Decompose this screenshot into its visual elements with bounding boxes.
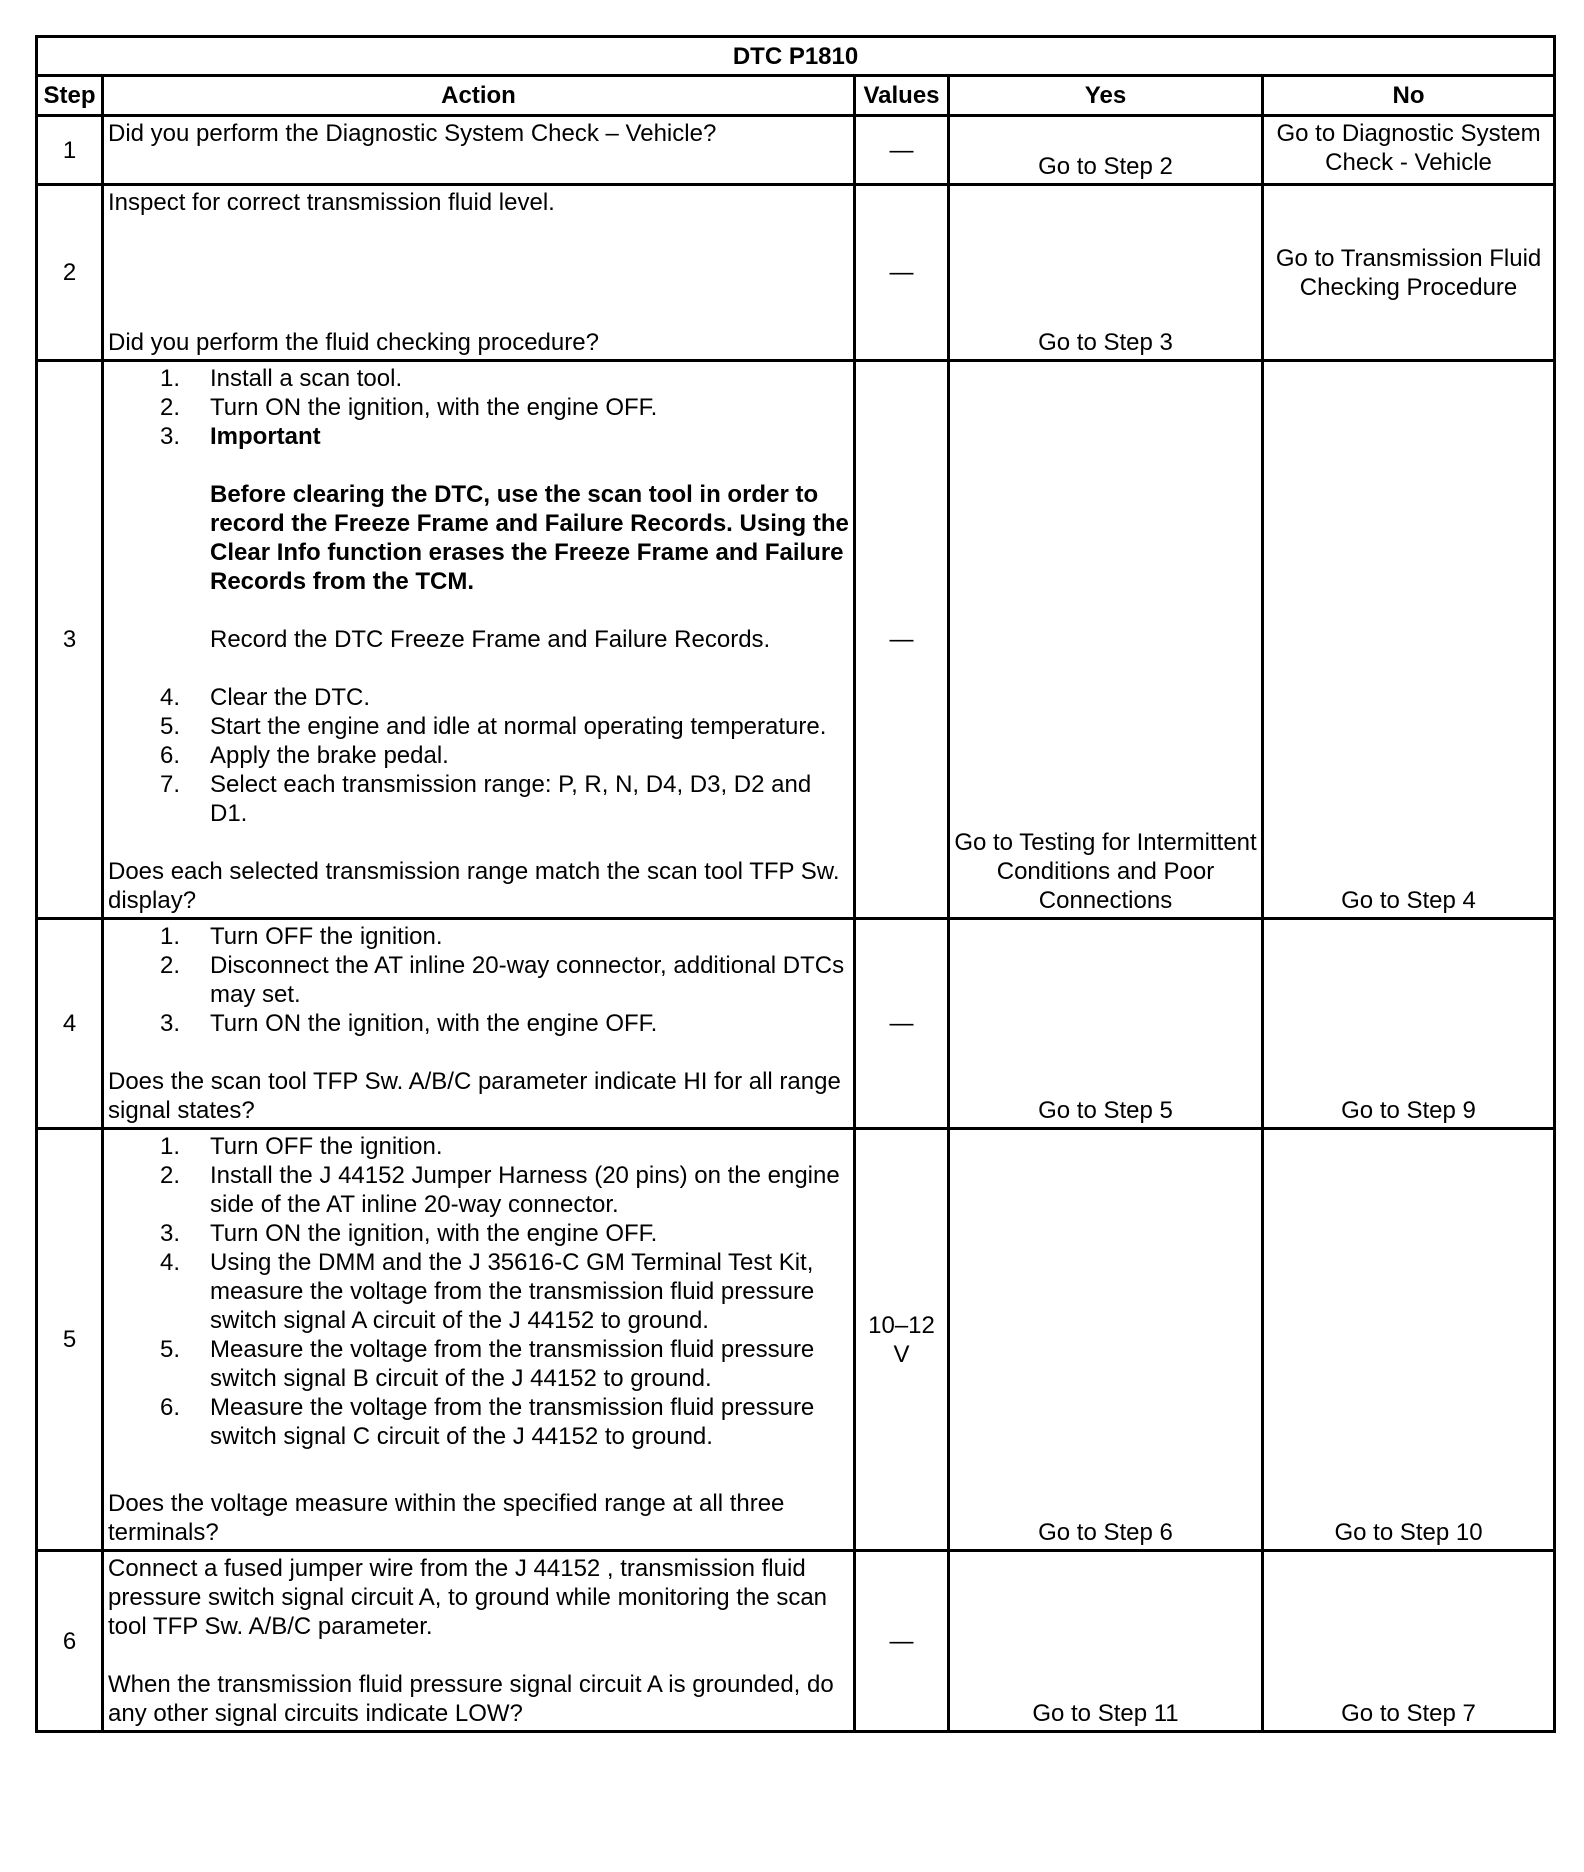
yes-cell: Go to Step 6 xyxy=(949,1129,1263,1551)
values-cell: — xyxy=(855,185,949,361)
spacer xyxy=(108,654,849,683)
item-text: Install the J 44152 Jumper Harness (20 pins) on the engine side of the AT inline 20-way connector. xyxy=(210,1162,840,1218)
important-note: Before clearing the DTC, use the scan tool in order to record the Freeze Frame and Failure Records. Using the Clear Info function erases the Freeze Frame and Failure Records from the TCM. xyxy=(210,481,849,595)
item-number: 1. xyxy=(159,1133,180,1160)
yes-cell: Go to Step 3 xyxy=(949,185,1263,361)
step-number: 3 xyxy=(37,361,103,919)
spacer xyxy=(108,1451,849,1489)
action-cell xyxy=(103,919,855,1129)
item-number: 6. xyxy=(159,1394,180,1421)
no-cell: Go to Step 7 xyxy=(1263,1551,1555,1732)
item-text: Important xyxy=(210,423,321,450)
yes-cell: Go to Step 5 xyxy=(949,919,1263,1129)
step-number: 2 xyxy=(37,185,103,361)
header-row xyxy=(37,76,1555,116)
yes-cell: Go to Step 11 xyxy=(949,1551,1263,1732)
table-row xyxy=(37,1551,1555,1732)
no-cell: Go to Step 10 xyxy=(1263,1129,1555,1551)
action-cell xyxy=(103,185,855,361)
list-item xyxy=(108,770,849,828)
item-text: Select each transmission range: P, R, N, D4, D3, D2 and D1. xyxy=(210,771,812,827)
item-number: 3. xyxy=(159,423,180,450)
spacer xyxy=(108,1641,849,1670)
list-item xyxy=(108,393,849,422)
header-yes: Yes xyxy=(949,76,1263,116)
title-row xyxy=(37,37,1555,76)
spacer xyxy=(108,828,849,857)
table-row xyxy=(37,919,1555,1129)
action-text: Did you perform the Diagnostic System Check – Vehicle? xyxy=(108,120,717,147)
list-item xyxy=(108,712,849,741)
list-item xyxy=(108,1009,849,1038)
item-text: Turn ON the ignition, with the engine OFF. xyxy=(210,394,658,421)
list-item xyxy=(108,1219,849,1248)
no-cell: Go to Diagnostic System Check - Vehicle xyxy=(1263,116,1555,185)
list-item xyxy=(108,422,849,451)
no-cell: Go to Transmission Fluid Checking Procedure xyxy=(1263,185,1555,361)
step-number: 6 xyxy=(37,1551,103,1732)
action-question: Does the scan tool TFP Sw. A/B/C parameter indicate HI for all range signal states? xyxy=(108,1068,841,1124)
list-item xyxy=(108,1248,849,1335)
header-step: Step xyxy=(37,76,103,116)
item-text: Measure the voltage from the transmission fluid pressure switch signal C circuit of the J 44152 to ground. xyxy=(210,1394,815,1450)
item-text: Start the engine and idle at normal operating temperature. xyxy=(210,713,827,740)
dtc-table xyxy=(35,35,1556,1733)
list-item xyxy=(108,922,849,951)
list-item xyxy=(108,1335,849,1393)
item-number: 5. xyxy=(159,1336,180,1363)
item-text: Apply the brake pedal. xyxy=(210,742,449,769)
list-item xyxy=(108,1161,849,1219)
action-text: Connect a fused jumper wire from the J 44152 , transmission fluid pressure switch signal circuit A, to ground while monitoring the scan tool TFP Sw. A/B/C parameter. xyxy=(108,1555,828,1640)
yes-cell: Go to Step 2 xyxy=(949,116,1263,185)
item-text: Using the DMM and the J 35616-C GM Terminal Test Kit, measure the voltage from the transmission fluid pressure switch signal A circuit of the J 44152 to ground. xyxy=(210,1249,815,1334)
header-values: Values xyxy=(855,76,949,116)
action-cell xyxy=(103,361,855,919)
item-number: 5. xyxy=(159,713,180,740)
action-cell xyxy=(103,116,855,185)
action-question: Did you perform the fluid checking procedure? xyxy=(108,329,599,356)
item-number: 2. xyxy=(159,952,180,979)
item-text: Disconnect the AT inline 20-way connector, additional DTCs may set. xyxy=(210,952,845,1008)
item-number: 2. xyxy=(159,1162,180,1189)
item-text: Turn OFF the ignition. xyxy=(210,923,443,950)
action-cell xyxy=(103,1551,855,1732)
list-item xyxy=(108,364,849,393)
item-number: 1. xyxy=(159,365,180,392)
action-steps xyxy=(108,1132,849,1451)
table-row xyxy=(37,116,1555,185)
item-text: Turn ON the ignition, with the engine OFF. xyxy=(210,1010,658,1037)
header-no: No xyxy=(1263,76,1555,116)
table-row xyxy=(37,361,1555,919)
action-steps xyxy=(108,683,849,828)
action-steps xyxy=(108,922,849,1038)
spacer xyxy=(108,1038,849,1067)
action-question: Does the voltage measure within the specified range at all three terminals? xyxy=(108,1490,785,1546)
item-number: 6. xyxy=(159,742,180,769)
item-number: 4. xyxy=(159,1249,180,1276)
action-question: Does each selected transmission range match the scan tool TFP Sw. display? xyxy=(108,858,840,914)
list-item xyxy=(108,1132,849,1161)
action-question: When the transmission fluid pressure signal circuit A is grounded, do any other signal circuits indicate LOW? xyxy=(108,1671,834,1727)
list-item xyxy=(108,683,849,712)
table-row xyxy=(37,1129,1555,1551)
values-cell: — xyxy=(855,116,949,185)
values-cell: — xyxy=(855,919,949,1129)
step-number: 4 xyxy=(37,919,103,1129)
spacer xyxy=(108,596,849,625)
item-number: 3. xyxy=(159,1010,180,1037)
table-row xyxy=(37,185,1555,361)
action-steps xyxy=(108,364,849,451)
table-title: DTC P1810 xyxy=(37,37,1555,76)
item-text: Clear the DTC. xyxy=(210,684,371,711)
item-number: 3. xyxy=(159,1220,180,1247)
item-number: 4. xyxy=(159,684,180,711)
yes-cell: Go to Testing for Intermittent Conditions and Poor Connections xyxy=(949,361,1263,919)
item-text: Turn ON the ignition, with the engine OFF. xyxy=(210,1220,658,1247)
step-number: 5 xyxy=(37,1129,103,1551)
no-cell: Go to Step 4 xyxy=(1263,361,1555,919)
values-cell: 10–12 V xyxy=(855,1129,949,1551)
values-cell: — xyxy=(855,361,949,919)
item-number: 2. xyxy=(159,394,180,421)
item-text: Measure the voltage from the transmission fluid pressure switch signal B circuit of the J 44152 to ground. xyxy=(210,1336,815,1392)
item-text: Turn OFF the ignition. xyxy=(210,1133,443,1160)
action-text: Inspect for correct transmission fluid level. xyxy=(108,189,555,216)
list-item xyxy=(108,951,849,1009)
item-text: Install a scan tool. xyxy=(210,365,403,392)
step-number: 1 xyxy=(37,116,103,185)
spacer xyxy=(108,451,849,480)
list-item xyxy=(108,741,849,770)
values-cell: — xyxy=(855,1551,949,1732)
list-item xyxy=(108,1393,849,1451)
action-cell xyxy=(103,1129,855,1551)
no-cell: Go to Step 9 xyxy=(1263,919,1555,1129)
record-note: Record the DTC Freeze Frame and Failure Records. xyxy=(210,626,771,653)
item-number: 7. xyxy=(159,771,180,798)
header-action: Action xyxy=(103,76,855,116)
item-number: 1. xyxy=(159,923,180,950)
